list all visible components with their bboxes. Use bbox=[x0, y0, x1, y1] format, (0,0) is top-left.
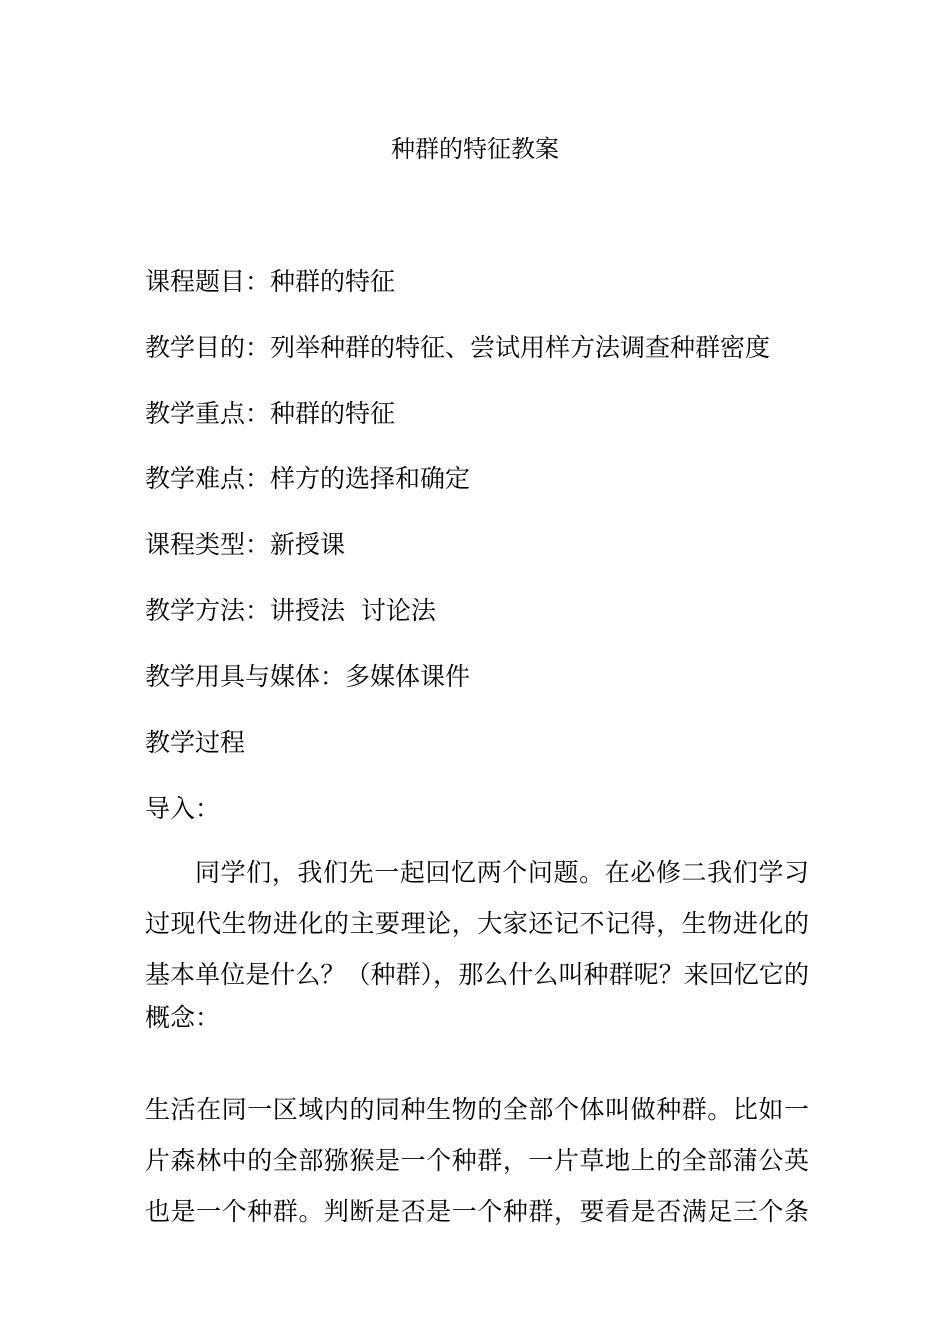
field-value: 讲授法 讨论法 bbox=[270, 596, 436, 625]
field-label: 教学重点： bbox=[145, 399, 271, 428]
paragraph-line: 片森林中的全部猕猴是一个种群，一片草地上的全部蒲公英 bbox=[145, 1146, 809, 1175]
field-label: 课程类型： bbox=[145, 530, 271, 559]
field-label: 课程题目： bbox=[145, 267, 271, 296]
intro-paragraph-1 bbox=[145, 847, 809, 1036]
field-label: 教学方法： bbox=[145, 596, 271, 625]
process-heading: 教学过程 bbox=[145, 728, 246, 757]
field-course-topic bbox=[145, 264, 395, 300]
paragraph-line: 也是一个种群。判断是否是一个种群，要看是否满足三个条 bbox=[145, 1197, 809, 1226]
document-title: 种群的特征教案 bbox=[391, 135, 559, 163]
field-value: 种群的特征 bbox=[270, 267, 396, 296]
field-teaching-media bbox=[145, 659, 470, 695]
paragraph-line: 基本单位是什么？（种群），那么什么叫种群呢？来回忆它的 bbox=[145, 960, 809, 989]
field-difficult-point bbox=[145, 461, 470, 497]
field-label: 教学难点： bbox=[145, 464, 271, 493]
intro-heading: 导入： bbox=[145, 794, 221, 823]
paragraph-line: 过现代生物进化的主要理论，大家还记不记得，生物进化的 bbox=[145, 909, 809, 938]
paragraph-line: 概念： bbox=[145, 1003, 221, 1032]
field-label: 教学用具与媒体： bbox=[145, 662, 346, 691]
field-value: 新授课 bbox=[270, 530, 346, 559]
field-value: 样方的选择和确定 bbox=[270, 464, 471, 493]
field-key-point bbox=[145, 396, 395, 432]
field-value: 多媒体课件 bbox=[345, 662, 471, 691]
intro-paragraph-2 bbox=[145, 1084, 809, 1237]
paragraph-line: 生活在同一区域内的同种生物的全部个体叫做种群。比如一 bbox=[145, 1095, 809, 1124]
field-label: 教学目的： bbox=[145, 333, 271, 362]
field-value: 种群的特征 bbox=[270, 399, 396, 428]
paragraph-line: 同学们，我们先一起回忆两个问题。在必修二我们学习 bbox=[195, 858, 809, 887]
field-teaching-objective bbox=[145, 330, 770, 366]
field-course-type bbox=[145, 527, 345, 563]
field-teaching-method bbox=[145, 593, 436, 629]
field-value: 列举种群的特征、尝试用样方法调查种群密度 bbox=[270, 333, 771, 362]
